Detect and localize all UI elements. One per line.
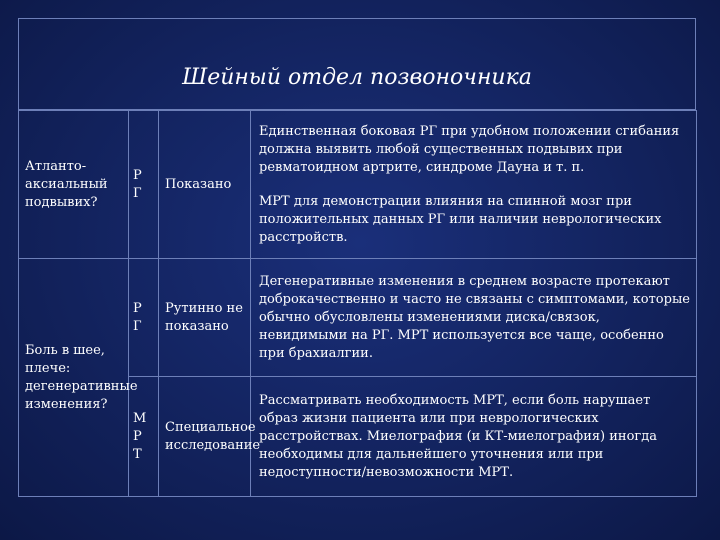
comment-text: Дегенеративные изменения в среднем возрасте протекают доброкачественно и часто не связаны с симптомами, которые обычно обусловлены изменениями диска/связок, невидимыми на РГ. МРТ используется все чаще, особенно при брахиалгии. <box>259 273 690 361</box>
modality-letter: Г <box>133 318 142 334</box>
slide-title: Шейный отдел позвоночника <box>182 65 532 90</box>
recommendation-cell <box>159 111 251 259</box>
modality-letter: Р <box>133 167 142 183</box>
recommendation-text: Рутинно не показано <box>165 300 243 334</box>
table-row <box>19 259 697 377</box>
table-row <box>19 111 697 259</box>
recommendation-text: Специальное исследование <box>165 419 261 453</box>
condition-text: Атланто-аксиальный подвывих? <box>25 158 108 210</box>
comment-cell <box>251 377 697 497</box>
comment-cell <box>251 111 697 259</box>
modality-cell <box>129 259 159 377</box>
comment-cell <box>251 259 697 377</box>
comment-text: МРТ для демонстрации влияния на спинной мозг при положительных данных РГ или наличии неврологических расстройств. <box>259 193 662 245</box>
recommendation-cell <box>159 377 261 497</box>
modality-letter: Р <box>133 428 142 444</box>
recommendations-table <box>18 110 697 497</box>
title-box <box>18 18 696 110</box>
comment-text: Единственная боковая РГ при удобном положении сгибания должна выявить любой существенных подвывих при ревматоидном артрите, синдроме Дауна и т. п. <box>259 123 680 175</box>
modality-letter: Р <box>133 300 142 316</box>
recommendation-cell <box>159 259 251 377</box>
condition-cell <box>19 259 138 497</box>
condition-cell <box>19 111 129 259</box>
modality-letter: Г <box>133 185 142 201</box>
modality-letter: Т <box>133 446 142 462</box>
comment-text: Рассматривать необходимость МРТ, если боль нарушает образ жизни пациента или при неврологических расстройствах. Миелография (и КТ-миелография) иногда необходимы для дальнейшего уточнения или при недоступности/невозможности МРТ. <box>259 392 657 480</box>
condition-text: Боль в шее, плече: дегенеративные изменения? <box>25 342 138 412</box>
modality-cell <box>129 111 159 259</box>
recommendation-text: Показано <box>165 176 232 192</box>
modality-letter: М <box>133 410 147 426</box>
